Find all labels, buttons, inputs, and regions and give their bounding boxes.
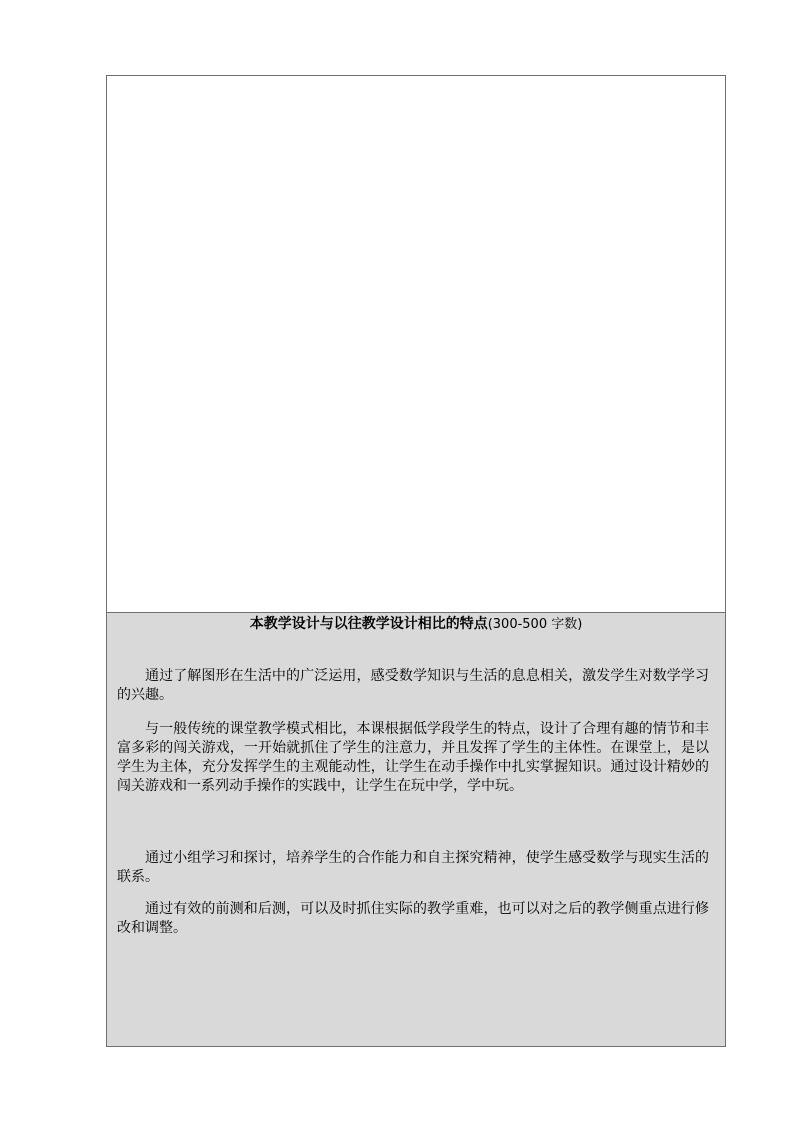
- paragraph-4: 通过有效的前测和后测，可以及时抓住实际的教学重难，也可以对之后的教学侧重点进行修改和调整。: [117, 901, 709, 936]
- teaching-design-features-cell: [107, 612, 725, 1046]
- paragraph-3: 通过小组学习和探讨，培养学生的合作能力和自主探究精神，使学生感受数学与现实生活的联系。: [117, 850, 709, 885]
- section-heading-word-count: (300-500 字数): [487, 617, 583, 632]
- blank-table-cell: [107, 76, 725, 612]
- section-heading-title: 本教学设计与以往教学设计相比的特点: [249, 616, 488, 632]
- document-table: [106, 75, 726, 1047]
- section-heading: [107, 613, 725, 635]
- paragraph-2: 与一般传统的课堂教学模式相比，本课根据低学段学生的特点，设计了合理有趣的情节和丰富多彩的闯关游戏，一开始就抓住了学生的注意力，并且发挥了学生的主体性。在课堂上，是以学生为主体，充分发挥学生的主观能动性，让学生在动手操作中扎实掌握知识。通过设计精妙的闯关游戏和一系列动手操作的实践中，让学生在玩中学，学中玩。: [117, 721, 709, 794]
- paragraph-1: 通过了解图形在生活中的广泛运用，感受数学知识与生活的息息相关，激发学生对数学学习的兴趣。: [117, 668, 709, 703]
